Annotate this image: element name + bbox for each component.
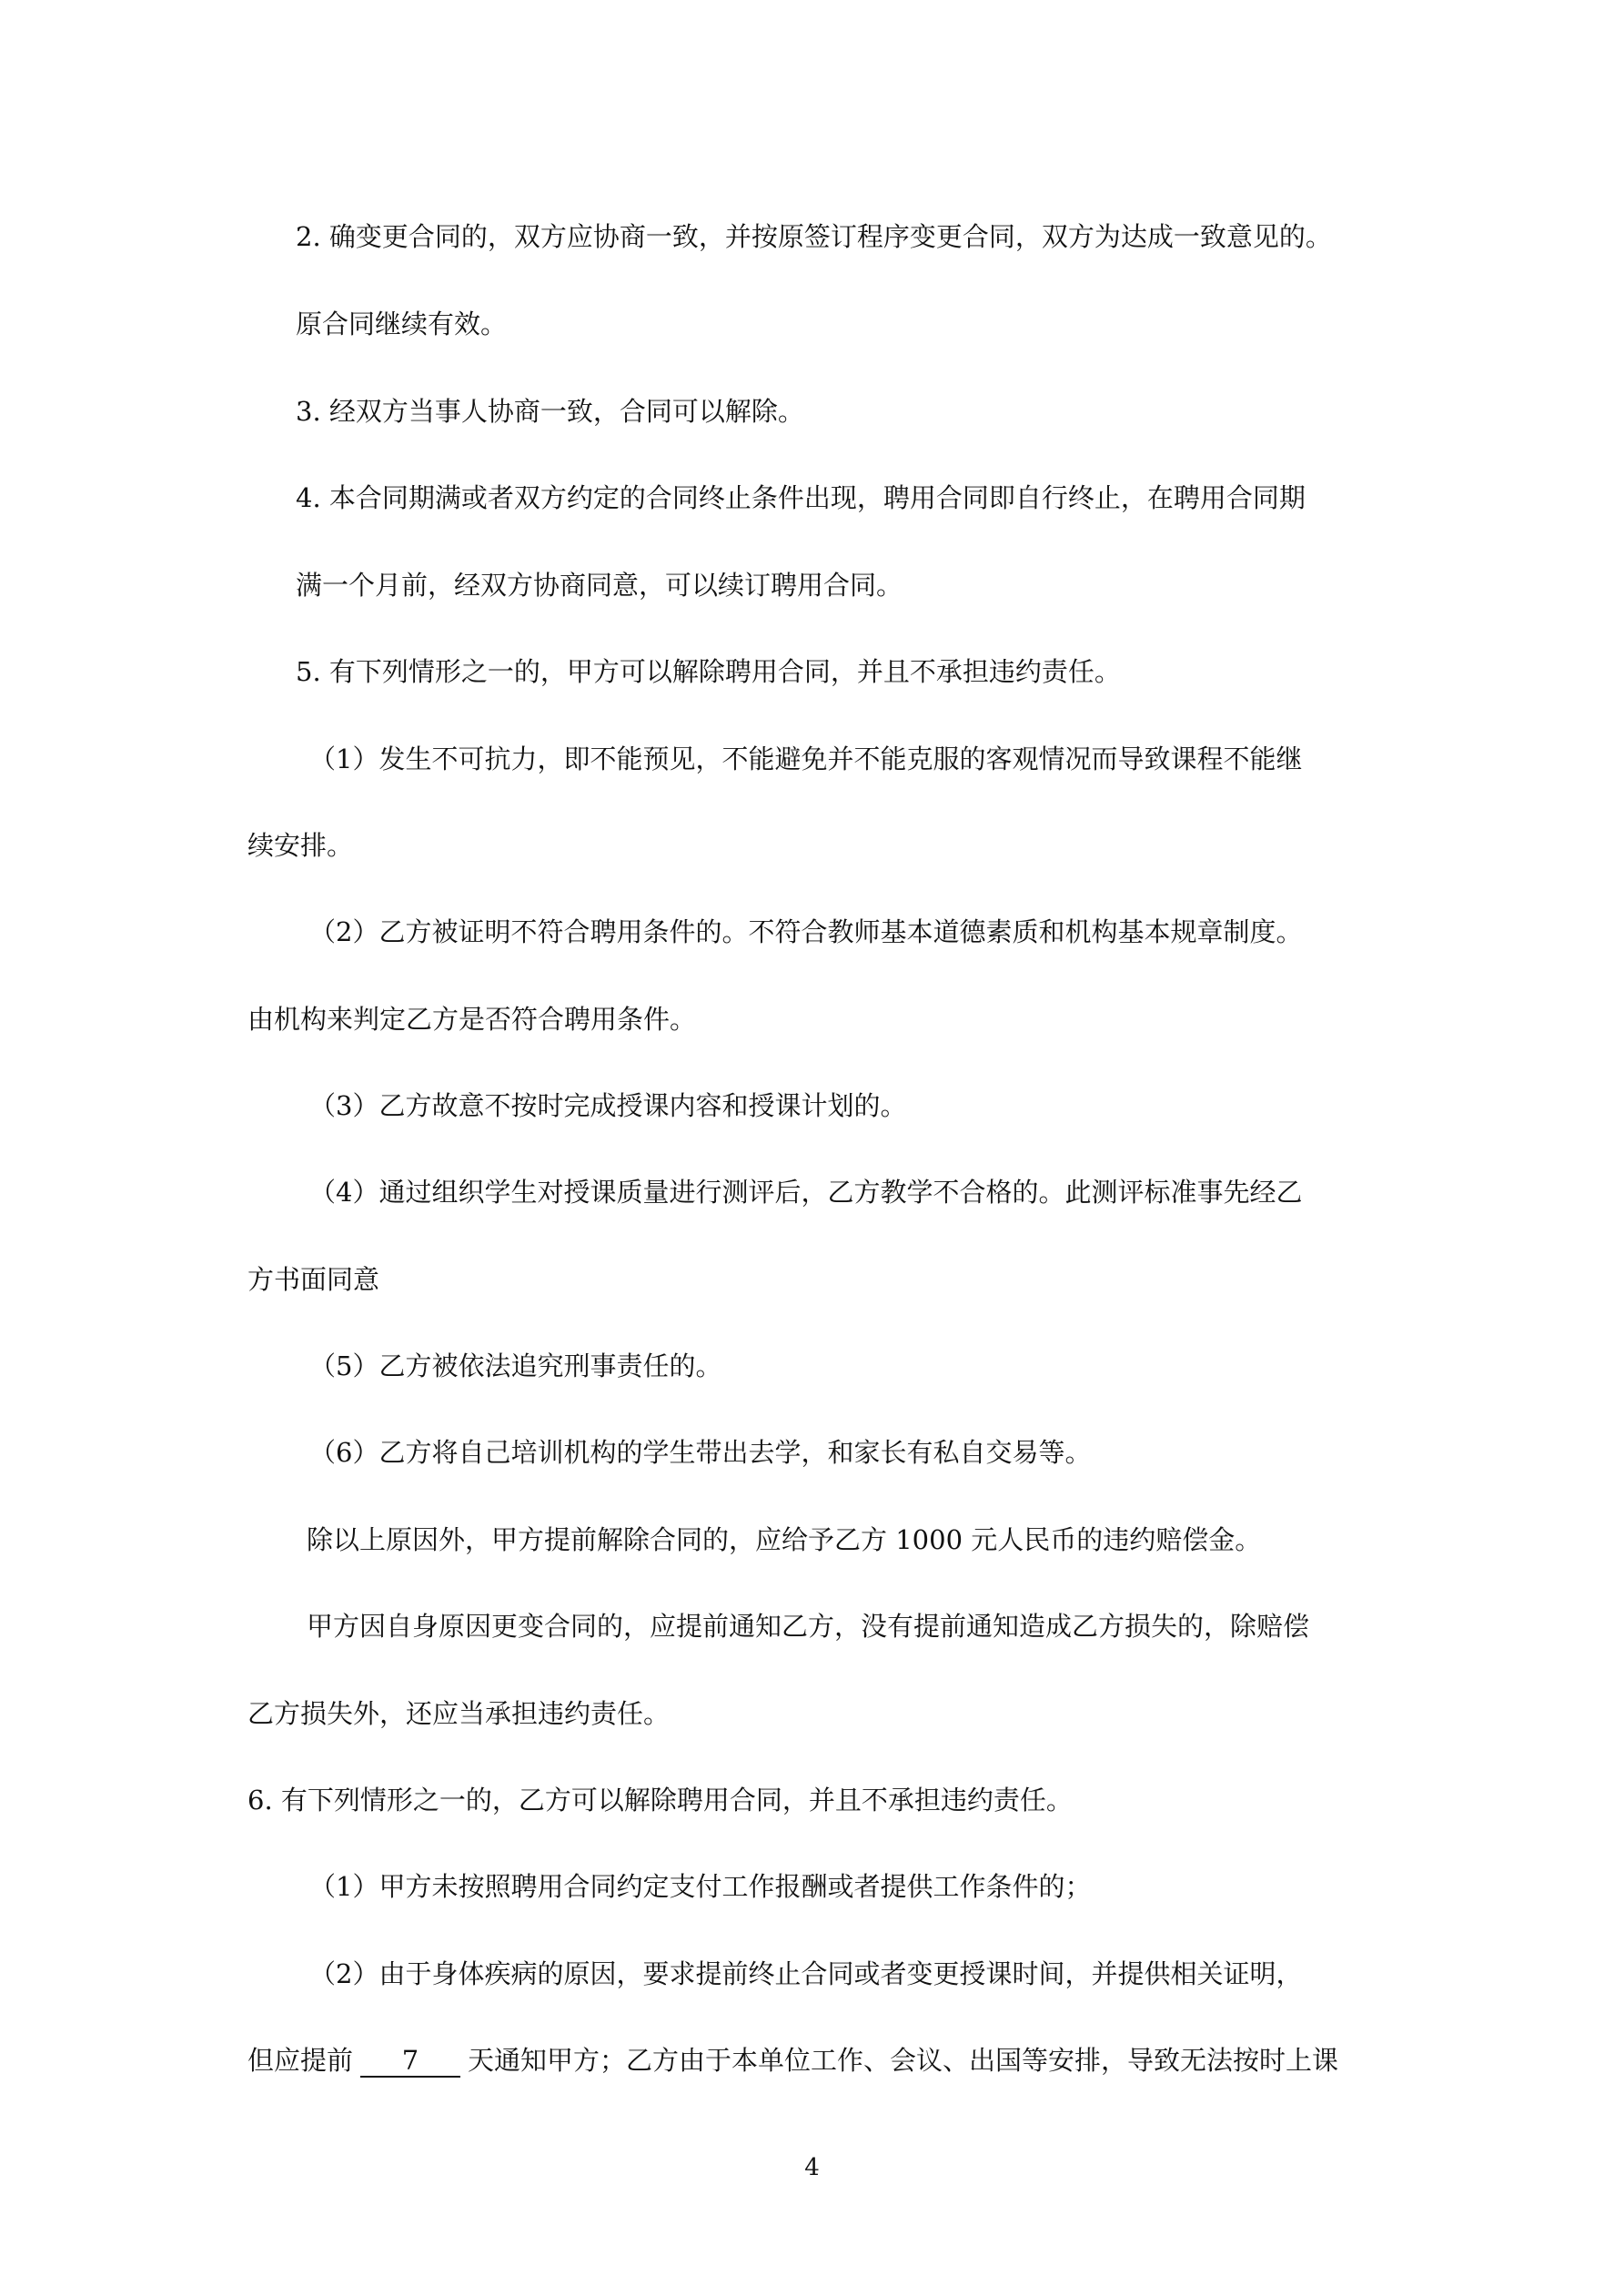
paragraph-line: 除以上原因外，甲方提前解除合同的，应给予乙方 1000 元人民币的违约赔偿金。 xyxy=(307,1524,1262,1555)
paragraph-line: （1）甲方未按照聘用合同约定支付工作报酬或者提供工作条件的； xyxy=(309,1871,1092,1902)
paragraph-line: 满一个月前，经双方协商同意，可以续订聘用合同。 xyxy=(296,570,903,601)
page-number: 4 xyxy=(804,2154,820,2181)
paragraph-line: 续安排。 xyxy=(247,830,354,861)
paragraph-line: 由机构来判定乙方是否符合聘用条件。 xyxy=(247,1004,697,1035)
paragraph-line: 5. 有下列情形之一的，甲方可以解除聘用合同，并且不承担违约责任。 xyxy=(296,656,1121,687)
paragraph-line: （5）乙方被依法追究刑事责任的。 xyxy=(309,1350,722,1381)
paragraph-line: 甲方因自身原因更变合同的，应提前通知乙方，没有提前通知造成乙方损失的，除赔偿 xyxy=(307,1611,1310,1642)
paragraph-line: （4）通过组织学生对授课质量进行测评后，乙方教学不合格的。此测评标准事先经乙 xyxy=(309,1177,1303,1208)
notice-days-blank xyxy=(360,2045,460,2078)
paragraph-line: 方书面同意 xyxy=(247,1264,380,1295)
paragraph-line-with-blank xyxy=(247,2042,1338,2079)
paragraph-line: （2）乙方被证明不符合聘用条件的。不符合教师基本道德素质和机构基本规章制度。 xyxy=(309,916,1303,947)
paragraph-line: （1）发生不可抗力，即不能预见，不能避免并不能克服的客观情况而导致课程不能继 xyxy=(309,743,1303,774)
notice-days-value: 7 xyxy=(401,2045,419,2076)
paragraph-line: （3）乙方故意不按时完成授课内容和授课计划的。 xyxy=(309,1090,907,1121)
paragraph-line: 2. 确变更合同的，双方应协商一致，并按原签订程序变更合同，双方为达成一致意见的。 xyxy=(296,221,1332,252)
paragraph-line: 乙方损失外，还应当承担违约责任。 xyxy=(247,1698,671,1729)
paragraph-line: 6. 有下列情形之一的，乙方可以解除聘用合同，并且不承担违约责任。 xyxy=(247,1785,1073,1816)
line-suffix: 天通知甲方；乙方由于本单位工作、会议、出国等安排，导致无法按时上课 xyxy=(468,2045,1339,2076)
paragraph-line: 原合同继续有效。 xyxy=(296,308,508,339)
paragraph-line: （6）乙方将自己培训机构的学生带出去学，和家长有私自交易等。 xyxy=(309,1437,1092,1468)
line-prefix: 但应提前 xyxy=(247,2045,354,2076)
paragraph-line: （2）由于身体疾病的原因，要求提前终止合同或者变更授课时间，并提供相关证明， xyxy=(309,1958,1303,1989)
paragraph-line: 3. 经双方当事人协商一致，合同可以解除。 xyxy=(296,396,804,427)
paragraph-line: 4. 本合同期满或者双方约定的合同终止条件出现，聘用合同即自行终止，在聘用合同期 xyxy=(296,482,1306,513)
